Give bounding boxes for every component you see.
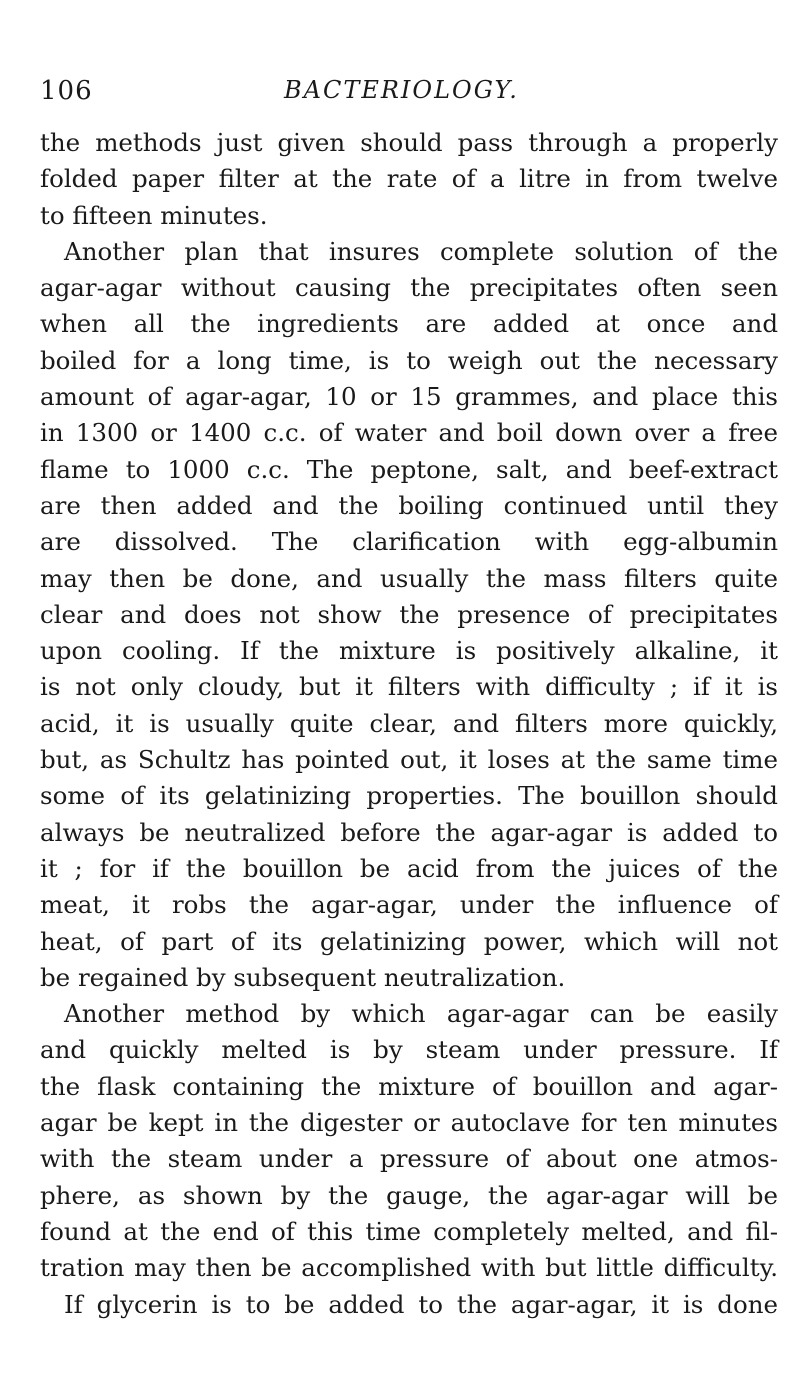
text-line: it ; for if the bouillon be acid from the juices of the [40, 853, 778, 883]
body-text [40, 125, 778, 1323]
text-line: found at the end of this time completely melted, and fil- [40, 1216, 778, 1246]
text-line: agar be kept in the digester or autoclave for ten minutes [40, 1108, 778, 1138]
text-line: the methods just given should pass through a properly [40, 128, 778, 157]
text-line: Another method by which agar-agar can be easily [64, 999, 778, 1029]
text-line: some of its gelatinizing properties. The bouillon should [40, 781, 778, 811]
text-line: folded paper filter at the rate of a litre in from twelve [40, 164, 778, 194]
text-line: to fifteen minutes. [40, 200, 268, 230]
text-line: meat, it robs the agar-agar, under the influence of [40, 890, 778, 920]
text-line: the flask containing the mixture of bouillon and agar- [40, 1071, 778, 1101]
text-line: are then added and the boiling continued until they [40, 490, 778, 520]
text-line: upon cooling. If the mixture is positively alkaline, it [40, 636, 778, 666]
text-line: may then be done, and usually the mass filters quite [40, 563, 778, 593]
running-head [40, 76, 790, 116]
text-line: If glycerin is to be added to the agar-agar, it is done [64, 1289, 778, 1319]
text-line: flame to 1000 c.c. The peptone, salt, and beef-extract [40, 454, 778, 484]
running-title: BACTERIOLOGY. [284, 76, 519, 104]
text-line: and quickly melted is by steam under pressure. If [40, 1035, 778, 1065]
text-line: tration may then be accomplished with but little difficulty. [40, 1253, 778, 1283]
text-line: but, as Schultz has pointed out, it loses at the same time [40, 745, 778, 775]
text-line: agar-agar without causing the precipitates often seen [40, 273, 778, 303]
text-line: is not only cloudy, but it filters with difficulty ; if it is [40, 672, 778, 702]
text-line: boiled for a long time, is to weigh out the necessary [40, 345, 778, 375]
text-line: amount of agar-agar, 10 or 15 grammes, and place this [40, 382, 778, 412]
text-line: clear and does not show the presence of precipitates [40, 599, 778, 629]
text-line: with the steam under a pressure of about one atmos- [40, 1144, 778, 1174]
text-line: when all the ingredients are added at once and [40, 309, 778, 339]
text-line: acid, it is usually quite clear, and filters more quickly, [40, 708, 778, 738]
text-line: phere, as shown by the gauge, the agar-agar will be [40, 1180, 778, 1210]
text-line: be regained by subsequent neutralization. [40, 962, 566, 992]
text-line: Another plan that insures complete solution of the [64, 236, 778, 266]
text-line: always be neutralized before the agar-agar is added to [40, 817, 778, 847]
page-number: 106 [40, 76, 93, 106]
text-line: in 1300 or 1400 c.c. of water and boil down over a free [40, 418, 778, 448]
text-line: are dissolved. The clarification with egg-albumin [40, 527, 778, 557]
text-line: heat, of part of its gelatinizing power, which will not [40, 926, 778, 956]
